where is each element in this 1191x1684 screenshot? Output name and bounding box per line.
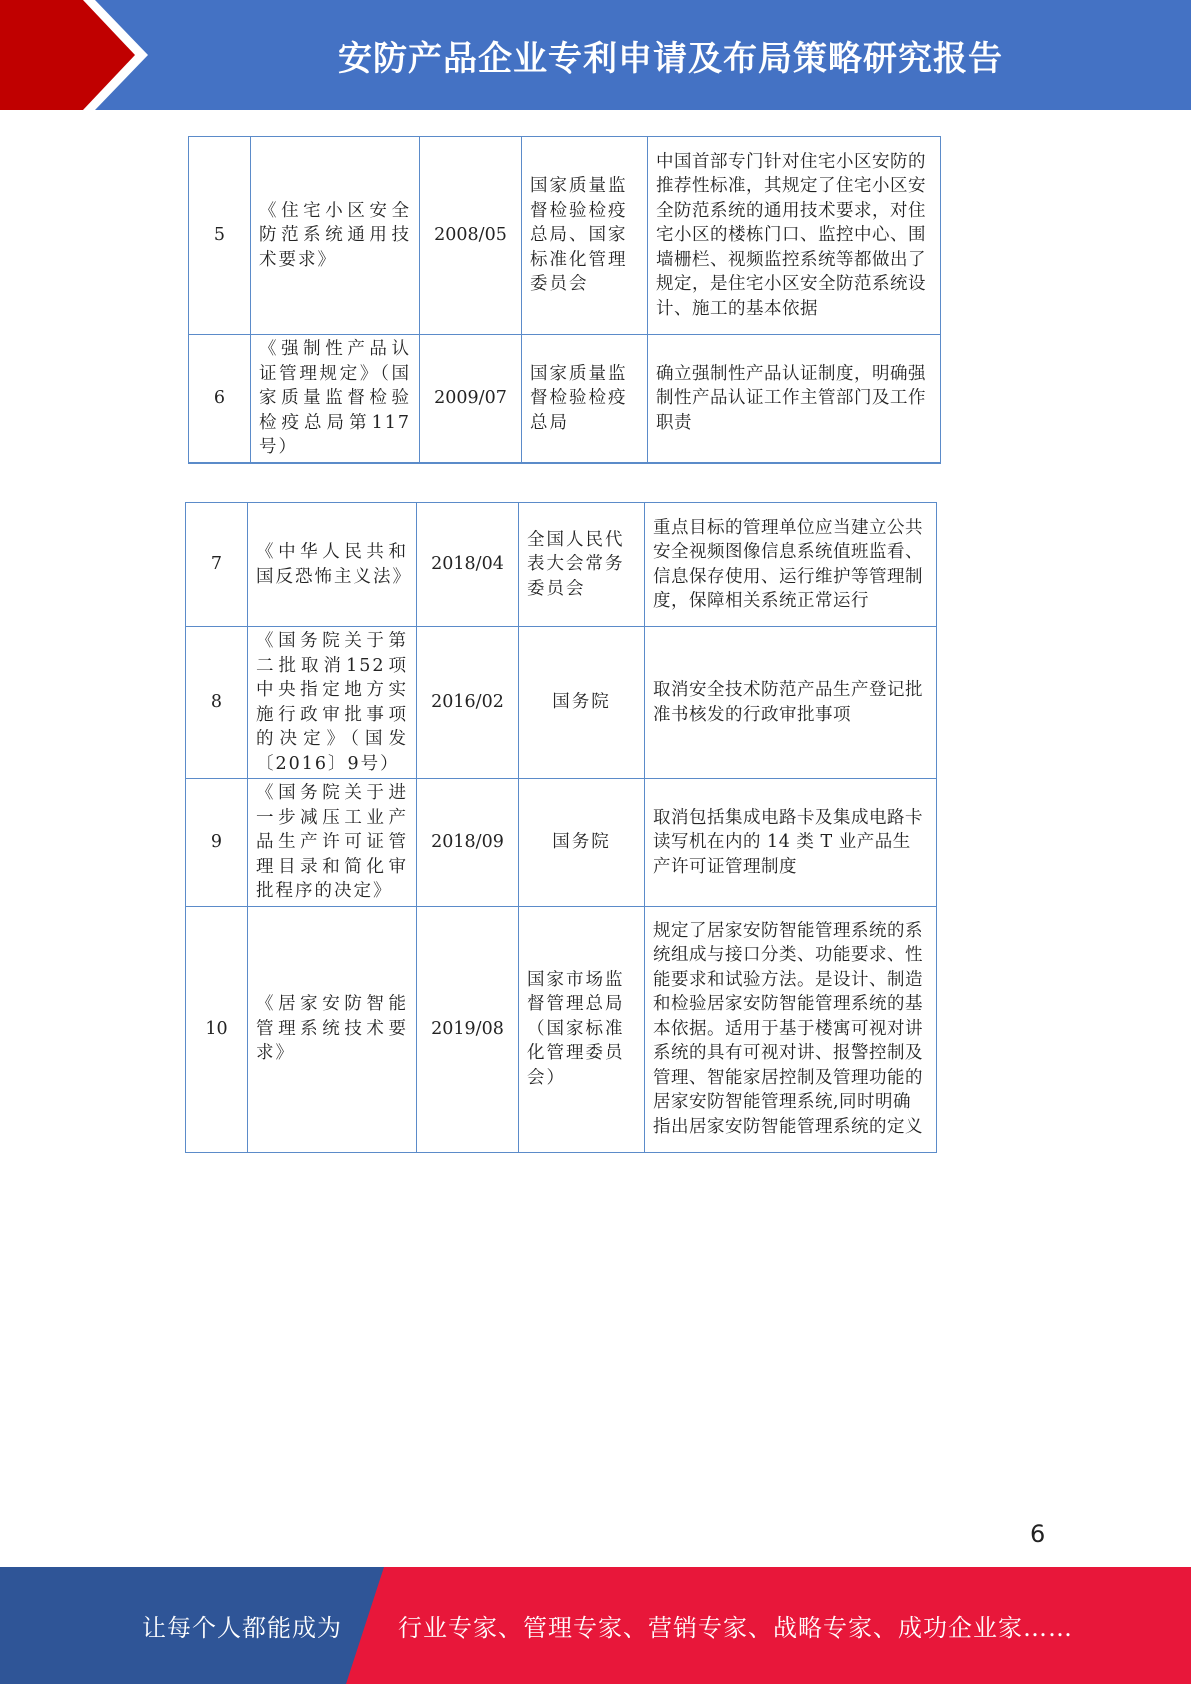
table-row: [189, 137, 941, 335]
issue-date: 2019/08: [417, 906, 519, 1152]
row-number: 5: [189, 137, 251, 335]
footer-slogan-left: 让每个人都能成为: [142, 1614, 342, 1642]
row-number: 10: [186, 906, 248, 1152]
issuing-authority: 国家质量监督检验检疫总局、国家标准化管理委员会: [522, 137, 648, 335]
issuing-authority: 国务院: [519, 779, 645, 907]
issue-date: 2018/09: [417, 779, 519, 907]
issue-date: 2016/02: [417, 627, 519, 779]
page-number: 6: [1030, 1520, 1046, 1548]
footer-slogan-right: 行业专家、管理专家、营销专家、战略专家、成功企业家……: [398, 1614, 1073, 1642]
row-number: 6: [189, 335, 251, 463]
page-header: [0, 0, 1191, 110]
regulation-description: 中国首部专门针对住宅小区安防的推荐性标准，其规定了住宅小区安全防范系统的通用技术要求，对住宅小区的楼栋门口、监控中心、围墙栅栏、视频监控系统等都做出了规定，是住宅小区安全防范系统设计、施工的基本依据: [648, 137, 941, 335]
regulation-description: 重点目标的管理单位应当建立公共安全视频图像信息系统值班监看、信息保存使用、运行维护等管理制度，保障相关系统正常运行: [645, 503, 937, 627]
table-row: [186, 779, 937, 907]
page-footer: [0, 1567, 1191, 1684]
row-number: 7: [186, 503, 248, 627]
table-row: [186, 627, 937, 779]
regulation-title: 《住宅小区安全防范系统通用技术要求》: [251, 137, 420, 335]
regulation-title: 《国务院关于第二批取消152项中央指定地方实施行政审批事项的决定》（国发〔2016〕9号）: [248, 627, 417, 779]
regulation-description: 规定了居家安防智能管理系统的系统组成与接口分类、功能要求、性能要求和试验方法。是设计、制造和检验居家安防智能管理系统的基本依据。适用于基于楼寓可视对讲系统的具有可视对讲、报警控制及管理、智能家居控制及管理功能的居家安防智能管理系统,同时明确指出居家安防智能管理系统的定义: [645, 906, 937, 1152]
regulation-title: 《中华人民共和国反恐怖主义法》: [248, 503, 417, 627]
table-row: [186, 906, 937, 1152]
table-row: [189, 335, 941, 463]
issue-date: 2009/07: [420, 335, 522, 463]
header-chevron-icon: [0, 0, 160, 110]
table-row: [186, 503, 937, 627]
regulation-title: 《强制性产品认证管理规定》（国家质量监督检验检疫总局第117号）: [251, 335, 420, 463]
report-title: 安防产品企业专利申请及布局策略研究报告: [338, 38, 1003, 79]
regulation-description: 取消包括集成电路卡及集成电路卡读写机在内的 14 类 T 业产品生产许可证管理制度: [645, 779, 937, 907]
regulation-table-2: [185, 502, 937, 1153]
row-number: 8: [186, 627, 248, 779]
row-number: 9: [186, 779, 248, 907]
issuing-authority: 国务院: [519, 627, 645, 779]
regulation-title: 《居家安防智能管理系统技术要求》: [248, 906, 417, 1152]
issue-date: 2008/05: [420, 137, 522, 335]
regulation-description: 取消安全技术防范产品生产登记批准书核发的行政审批事项: [645, 627, 937, 779]
regulation-description: 确立强制性产品认证制度，明确强制性产品认证工作主管部门及工作职责: [648, 335, 941, 463]
issue-date: 2018/04: [417, 503, 519, 627]
regulation-title: 《国务院关于进一步减压工业产品生产许可证管理目录和简化审批程序的决定》: [248, 779, 417, 907]
issuing-authority: 国家质量监督检验检疫总局: [522, 335, 648, 463]
regulation-table-1: [188, 136, 941, 464]
issuing-authority: 全国人民代表大会常务委员会: [519, 503, 645, 627]
issuing-authority: 国家市场监督管理总局（国家标准化管理委员会）: [519, 906, 645, 1152]
